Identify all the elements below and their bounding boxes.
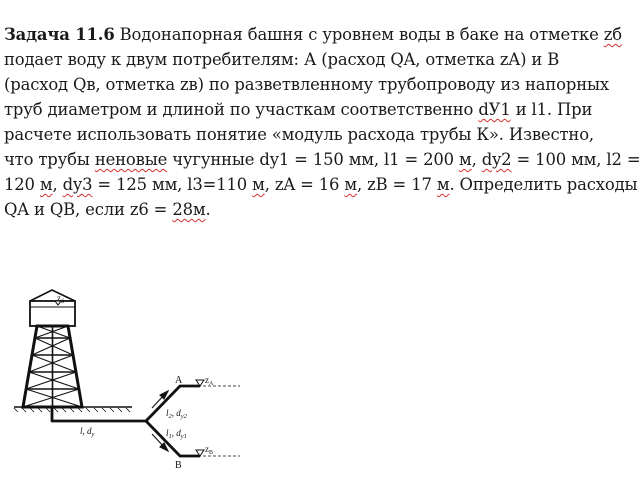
branch-a-pipe-label: $l_2$, $d_{y2}$	[166, 408, 187, 420]
tank-roof	[30, 290, 75, 301]
problem-text	[4, 22, 640, 222]
ground-line	[14, 407, 132, 412]
water-tower-diagram	[0, 280, 300, 480]
problem-title: Задача 11.6	[4, 25, 115, 44]
pipeline	[52, 386, 200, 456]
water-tower	[23, 290, 82, 407]
tank-elevation-label: $z_б$	[57, 293, 65, 305]
water-tank	[30, 301, 75, 326]
consumer-b-label: B	[175, 460, 182, 471]
elevation-marks	[196, 380, 240, 456]
consumer-a-label: A	[175, 375, 183, 386]
main-pipe-label: l, $d_y$	[80, 426, 95, 438]
problem-line-7: 120 м, dy3 = 125 мм, l3=110 м, zA = 16 м, zB = 17 м. Определить расходы	[4, 175, 638, 194]
problem-line-6: что трубы неновые чугунные dy1 = 150 мм, l1 = 200 м, dy2 = 100 мм, l2 =	[4, 150, 640, 169]
problem-line-5: расчете использовать понятие «модуль расхода трубы К». Известно,	[4, 125, 594, 144]
problem-line-2: подает воду к двум потребителям: А (расход QA, отметка zA) и В	[4, 50, 560, 69]
consumer-b-elevation-label: $z_B$	[205, 444, 214, 456]
problem-line-3: (расход Qв, отметка zв) по разветвленному трубопроводу из напорных	[4, 75, 609, 94]
problem-line-1: Задача 11.6 Водонапорная башня с уровнем воды в баке на отметке zб	[4, 25, 622, 44]
branch-pipe-b	[146, 421, 200, 456]
problem-line-8: QA и QB, если z6 = 28м.	[4, 200, 211, 219]
branch-b-pipe-label: $l_1$, $d_{y1}$	[166, 428, 187, 440]
main-pipe	[52, 407, 146, 421]
problem-line-4: труб диаметром и длиной по участкам соответственно dУ1 и l1. При	[4, 100, 593, 119]
consumer-a-elevation-label: $z_A$	[205, 375, 214, 387]
